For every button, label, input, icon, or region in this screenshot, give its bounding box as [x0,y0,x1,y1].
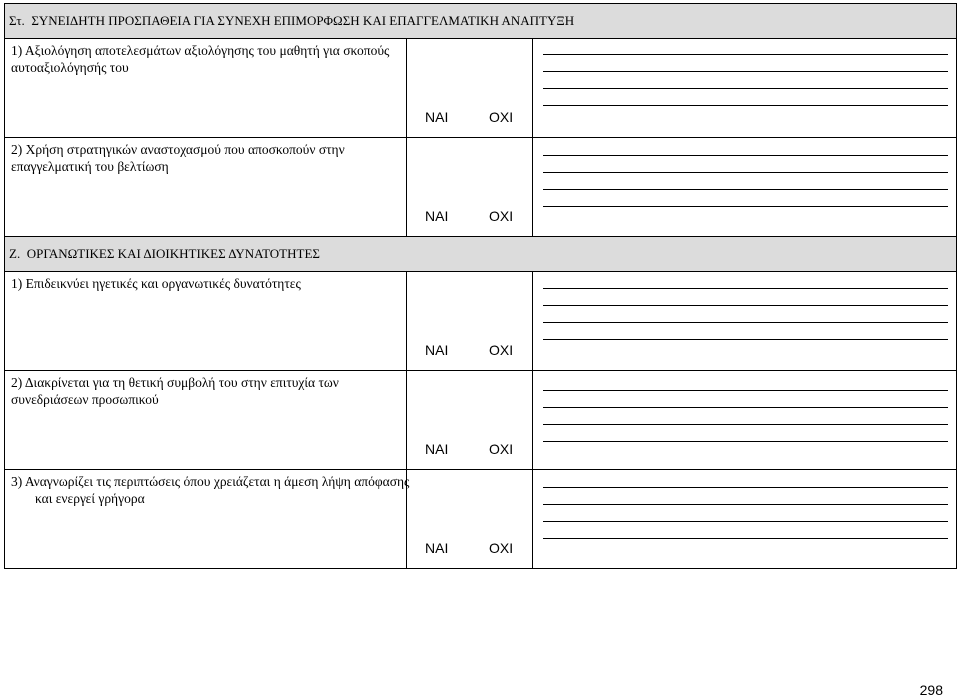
criterion-cell [5,272,407,371]
criterion-row [5,272,957,371]
comment-line[interactable] [543,155,948,156]
criterion-row [5,138,957,237]
section-prefix: Στ. [9,13,25,29]
comment-line[interactable] [543,172,948,173]
comment-line[interactable] [543,305,948,306]
criterion-cell [5,138,407,237]
yes-no-cell [407,138,533,237]
criterion-text: 3) Αναγνωρίζει τις περιπτώσεις όπου χρειάζεται η άμεση λήψη απόφασης και ενεργεί γρήγορα [11,474,410,506]
comment-line[interactable] [543,339,948,340]
comments-cell[interactable] [533,272,957,371]
section-title: ΟΡΓΑΝΩΤΙΚΕΣ ΚΑΙ ΔΙΟΙΚΗΤΙΚΕΣ ΔΥΝΑΤΟΤΗΤΕΣ [26,246,320,262]
comments-cell[interactable] [533,470,957,569]
section-header-st [5,4,957,39]
yes-no-cell [407,39,533,138]
comment-line[interactable] [543,390,948,391]
yes-no-cell [407,470,533,569]
comment-line[interactable] [543,521,948,522]
yes-no-cell [407,272,533,371]
criterion-text: 1) Επιδεικνύει ηγετικές και οργανωτικές δυνατότητες [11,276,301,291]
comment-line[interactable] [543,189,948,190]
yes-no-cell [407,371,533,470]
comment-line[interactable] [543,322,948,323]
criterion-text: 1) Αξιολόγηση αποτελεσμάτων αξιολόγησης του μαθητή για σκοπούς αυτοαξιολόγησής του [11,43,390,75]
comments-cell[interactable] [533,39,957,138]
comment-line[interactable] [543,424,948,425]
criterion-row [5,39,957,138]
criterion-row [5,371,957,470]
comment-line[interactable] [543,441,948,442]
no-option[interactable]: ΟΧΙ [489,109,514,125]
section-header-cell [5,4,957,39]
yes-option[interactable]: ΝΑΙ [425,208,449,224]
no-option[interactable]: ΟΧΙ [489,342,514,358]
comment-line[interactable] [543,206,948,207]
section-header-cell [5,237,957,272]
page-number: 298 [919,682,943,698]
criterion-text: 2) Χρήση στρατηγικών αναστοχασμού που αποσκοπούν στην επαγγελματική του βελτίωση [11,142,345,174]
criterion-row [5,470,957,569]
criterion-text: 2) Διακρίνεται για τη θετική συμβολή του στην επιτυχία των συνεδριάσεων προσωπικού [11,375,339,407]
criterion-cell [5,470,410,569]
comment-line[interactable] [543,88,948,89]
comment-line[interactable] [543,407,948,408]
no-option[interactable]: ΟΧΙ [489,540,514,556]
yes-option[interactable]: ΝΑΙ [425,109,449,125]
comment-line[interactable] [543,54,948,55]
comment-line[interactable] [543,487,948,488]
section-title: ΣΥΝΕΙΔΗΤΗ ΠΡΟΣΠΑΘΕΙΑ ΓΙΑ ΣΥΝΕΧΗ ΕΠΙΜΟΡΦΩΣΗ ΚΑΙ ΕΠΑΓΓΕΛΜΑΤΙΚΗ ΑΝΑΠΤΥΞΗ [31,13,575,29]
section-prefix: Ζ. [9,246,21,262]
criterion-cell [5,39,407,138]
no-option[interactable]: ΟΧΙ [489,441,514,457]
comment-line[interactable] [543,288,948,289]
yes-option[interactable]: ΝΑΙ [425,342,449,358]
criterion-cell [5,371,407,470]
comment-line[interactable] [543,105,948,106]
yes-option[interactable]: ΝΑΙ [425,540,449,556]
comments-cell[interactable] [533,371,957,470]
no-option[interactable]: ΟΧΙ [489,208,514,224]
comments-cell[interactable] [533,138,957,237]
assessment-form-table [4,3,957,569]
comment-line[interactable] [543,71,948,72]
comment-line[interactable] [543,504,948,505]
section-header-z [5,237,957,272]
comment-line[interactable] [543,538,948,539]
yes-option[interactable]: ΝΑΙ [425,441,449,457]
